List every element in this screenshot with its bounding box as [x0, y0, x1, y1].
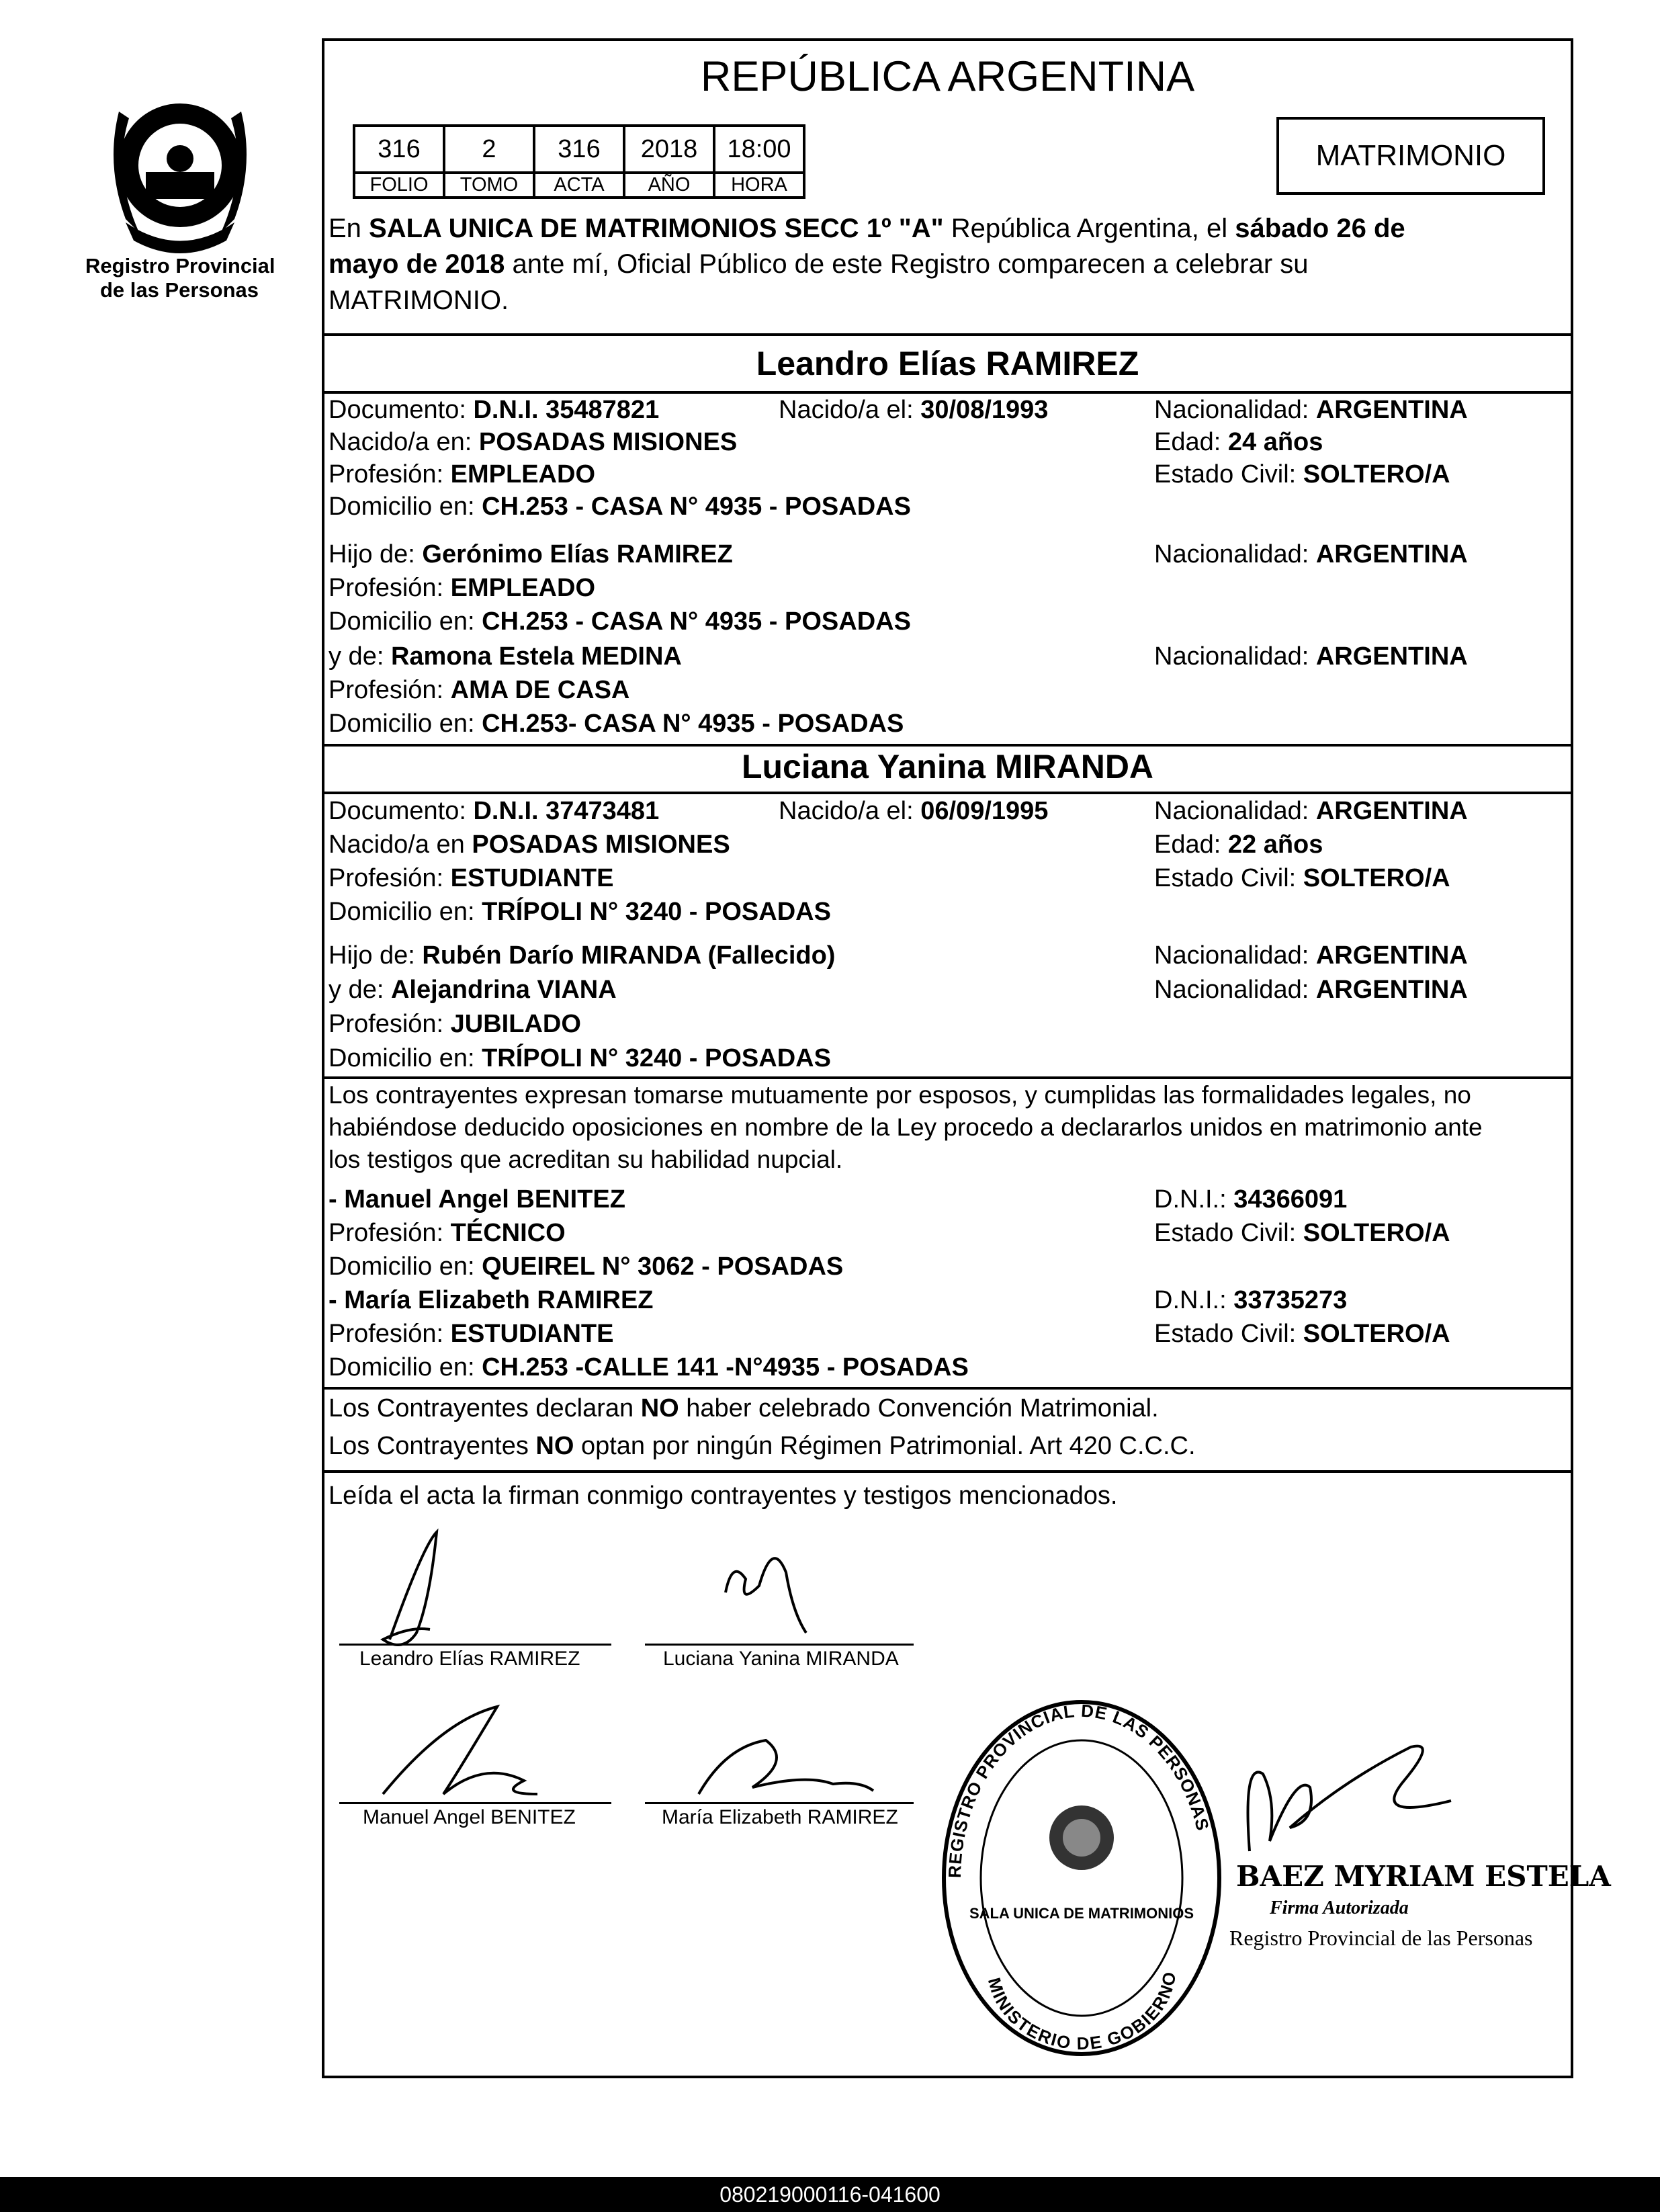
label: Estado Civil:	[1154, 460, 1303, 488]
province-logo	[99, 85, 261, 254]
office-name: SALA UNICA DE MATRIMONIOS SECC 1º "A"	[369, 214, 944, 243]
field	[1154, 863, 1450, 893]
acta-label: ACTA	[534, 173, 624, 198]
label: y de:	[329, 642, 391, 671]
value: D.N.I. 37473481	[473, 797, 660, 825]
value: SOLTERO/A	[1303, 460, 1450, 488]
value: EMPLEADO	[450, 574, 596, 602]
field	[329, 573, 595, 603]
label: Domicilio en:	[329, 1044, 482, 1072]
label: Estado Civil:	[1154, 1219, 1303, 1247]
folio-value: 316	[354, 126, 444, 173]
field	[329, 395, 659, 425]
label: Documento:	[329, 396, 474, 424]
label: Profesión:	[329, 1010, 451, 1038]
text: optan por ningún Régimen Patrimonial. Art 420 C.C.C.	[574, 1432, 1196, 1460]
svg-text:MINISTERIO DE GOBIERNO	[984, 1969, 1180, 2053]
tomo-label: TOMO	[444, 173, 534, 198]
page-title: REPÚBLICA ARGENTINA	[700, 53, 1195, 100]
label: Domicilio en:	[329, 1252, 482, 1281]
field	[1154, 1185, 1347, 1214]
field	[1154, 460, 1450, 489]
field	[329, 1353, 969, 1382]
label: Profesión:	[329, 1320, 451, 1348]
spouse1-name: Leandro Elías RAMIREZ	[756, 345, 1139, 382]
value: ARGENTINA	[1315, 941, 1468, 970]
label: Domicilio en:	[329, 1353, 482, 1381]
value: Alejandrina VIANA	[390, 976, 617, 1004]
field	[1154, 427, 1323, 457]
field	[1154, 1285, 1347, 1315]
signature-label: María Elizabeth RAMIREZ	[662, 1806, 898, 1828]
value: Rubén Darío MIRANDA (Fallecido)	[422, 941, 836, 970]
label: Nacido/a en:	[329, 428, 479, 456]
field	[329, 941, 835, 970]
label: Profesión:	[329, 460, 451, 488]
value: 34366091	[1233, 1185, 1348, 1214]
acta-value: 316	[534, 126, 624, 173]
field	[329, 427, 737, 457]
value: SOLTERO/A	[1303, 1320, 1450, 1348]
anio-label: AÑO	[624, 173, 714, 198]
value: POSADAS MISIONES	[472, 831, 730, 859]
signature-label: Luciana Yanina MIRANDA	[663, 1648, 899, 1670]
label: Domicilio en:	[329, 710, 482, 738]
signature-line	[645, 1644, 914, 1646]
intro-line: MATRIMONIO.	[329, 286, 509, 315]
stamp-inner-text: SALA UNICA DE MATRIMONIOS	[969, 1905, 1194, 1922]
value: CH.253 - CASA N° 4935 - POSADAS	[482, 493, 911, 521]
official-signature	[1236, 1720, 1505, 1855]
hora-value: 18:00	[714, 126, 804, 173]
label: Nacionalidad:	[1154, 941, 1316, 970]
field	[1154, 975, 1468, 1005]
field	[1154, 796, 1468, 826]
label: Domicilio en:	[329, 493, 482, 521]
declaration-line: los testigos que acreditan su habilidad nupcial.	[329, 1146, 843, 1173]
field	[329, 796, 659, 826]
label: Edad:	[1154, 831, 1228, 859]
regime-line	[329, 1394, 1159, 1423]
value: SOLTERO/A	[1303, 864, 1450, 892]
field	[329, 1044, 831, 1073]
field	[329, 675, 629, 705]
value: 22 años	[1227, 831, 1323, 859]
value: D.N.I. 35487821	[473, 396, 660, 424]
official-stamp	[941, 1693, 1223, 2063]
value: Gerónimo Elías RAMIREZ	[422, 540, 733, 568]
label: Nacido/a el:	[779, 797, 921, 825]
declaration-line: Los contrayentes expresan tomarse mutuamente por esposos, y cumplidas las formalidades legales, no	[329, 1081, 1471, 1109]
witness-name: - Manuel Angel BENITEZ	[329, 1185, 625, 1214]
text: En	[329, 214, 369, 243]
field	[329, 540, 733, 569]
value: ARGENTINA	[1315, 396, 1468, 424]
registry-label: de las Personas	[99, 278, 259, 302]
label: Nacionalidad:	[1154, 797, 1316, 825]
field	[329, 1252, 843, 1281]
signature-label: Leandro Elías RAMIREZ	[359, 1648, 580, 1670]
value: CH.253- CASA N° 4935 - POSADAS	[482, 710, 904, 738]
label: Nacionalidad:	[1154, 976, 1316, 1004]
label: Hijo de:	[329, 941, 423, 970]
value: QUEIREL N° 3062 - POSADAS	[482, 1252, 844, 1281]
divider	[322, 333, 1573, 336]
label: Documento:	[329, 797, 474, 825]
value: TÉCNICO	[450, 1219, 566, 1247]
divider	[322, 744, 1573, 747]
intro-line	[329, 214, 1405, 243]
stamp-outer-text: REGISTRO PROVINCIAL DE LAS PERSONAS	[944, 1700, 1213, 1879]
label: Profesión:	[329, 864, 451, 892]
field	[1154, 941, 1468, 970]
record-table	[353, 124, 805, 199]
regime-line	[329, 1431, 1196, 1461]
divider	[322, 1387, 1573, 1390]
value: 30/08/1993	[920, 396, 1049, 424]
value: TRÍPOLI N° 3240 - POSADAS	[482, 1044, 831, 1072]
closing-text: Leída el acta la firman conmigo contrayentes y testigos mencionados.	[329, 1482, 1118, 1510]
value: ARGENTINA	[1315, 797, 1468, 825]
hora-label: HORA	[714, 173, 804, 198]
stamp-bottom-text: MINISTERIO DE GOBIERNO	[984, 1969, 1180, 2054]
field	[329, 830, 730, 859]
date: sábado 26 de	[1235, 214, 1405, 243]
value: ESTUDIANTE	[450, 1320, 614, 1348]
value: AMA DE CASA	[450, 676, 630, 704]
field	[1154, 1319, 1450, 1349]
field	[329, 1009, 581, 1039]
field	[329, 709, 904, 738]
label: Estado Civil:	[1154, 1320, 1303, 1348]
signature-line	[645, 1802, 914, 1804]
value: JUBILADO	[450, 1010, 581, 1038]
field	[329, 863, 613, 893]
label: Estado Civil:	[1154, 864, 1303, 892]
text: NO	[535, 1432, 574, 1460]
registry-label: Registro Provincial	[85, 254, 275, 278]
field	[329, 975, 617, 1005]
signature-line	[339, 1644, 611, 1646]
official-org: Registro Provincial de las Personas	[1229, 1926, 1533, 1950]
anio-value: 2018	[624, 126, 714, 173]
value: Ramona Estela MEDINA	[390, 642, 682, 671]
official-name: BAEZ MYRIAM ESTELA	[1236, 1860, 1611, 1893]
divider	[322, 1076, 1573, 1079]
field	[779, 395, 1048, 425]
divider	[322, 1470, 1573, 1473]
footer-code: 080219000116-041600	[0, 2177, 1660, 2212]
field	[1154, 830, 1323, 859]
record-type-box: MATRIMONIO	[1276, 117, 1545, 195]
value: EMPLEADO	[450, 460, 596, 488]
label: Nacionalidad:	[1154, 540, 1316, 568]
value: ARGENTINA	[1315, 976, 1468, 1004]
declaration-line: habiéndose deducido oposiciones en nombre de la Ley procedo a declararlos unidos en matrimonio ante	[329, 1113, 1483, 1141]
field	[1154, 1218, 1450, 1248]
label: Edad:	[1154, 428, 1228, 456]
official-role: Firma Autorizada	[1270, 1898, 1409, 1918]
label: Nacionalidad:	[1154, 642, 1316, 671]
tomo-value: 2	[444, 126, 534, 173]
label: Profesión:	[329, 676, 451, 704]
signature-label: Manuel Angel BENITEZ	[363, 1806, 576, 1828]
label: Nacionalidad:	[1154, 396, 1316, 424]
value: 06/09/1995	[920, 797, 1049, 825]
value: 33735273	[1233, 1286, 1348, 1314]
value: SOLTERO/A	[1303, 1219, 1450, 1247]
folio-label: FOLIO	[354, 173, 444, 198]
divider	[322, 391, 1573, 394]
label: y de:	[329, 976, 391, 1004]
text: Los Contrayentes	[329, 1432, 536, 1460]
value: ARGENTINA	[1315, 642, 1468, 671]
date: mayo de 2018	[329, 249, 505, 279]
field	[1154, 540, 1468, 569]
label: Domicilio en:	[329, 607, 482, 636]
value: ARGENTINA	[1315, 540, 1468, 568]
text: NO	[640, 1394, 679, 1422]
text: ante mí, Oficial Público de este Registro comparecen a celebrar su	[505, 249, 1309, 279]
field	[329, 1218, 566, 1248]
value: 24 años	[1227, 428, 1323, 456]
field	[329, 492, 911, 521]
text: haber celebrado Convención Matrimonial.	[679, 1394, 1159, 1422]
value: POSADAS MISIONES	[478, 428, 738, 456]
spouse2-name: Luciana Yanina MIRANDA	[741, 748, 1154, 785]
intro-line	[329, 249, 1309, 279]
text: República Argentina, el	[943, 214, 1235, 243]
value: TRÍPOLI N° 3240 - POSADAS	[482, 898, 831, 926]
value: CH.253 -CALLE 141 -N°4935 - POSADAS	[482, 1353, 969, 1381]
label: D.N.I.:	[1154, 1185, 1234, 1214]
label: Nacido/a el:	[779, 396, 921, 424]
label: Profesión:	[329, 574, 451, 602]
label: Hijo de:	[329, 540, 423, 568]
field	[329, 897, 831, 927]
label: Domicilio en:	[329, 898, 482, 926]
divider	[322, 792, 1573, 794]
witness-name: - María Elizabeth RAMIREZ	[329, 1286, 654, 1314]
label: D.N.I.:	[1154, 1286, 1234, 1314]
field	[329, 1319, 613, 1349]
value: CH.253 - CASA N° 4935 - POSADAS	[482, 607, 911, 636]
label: Nacido/a en	[329, 831, 472, 859]
field	[329, 607, 911, 636]
text: Los Contrayentes declaran	[329, 1394, 641, 1422]
field	[1154, 642, 1468, 671]
label: Profesión:	[329, 1219, 451, 1247]
field	[779, 796, 1048, 826]
field	[329, 460, 595, 489]
signature-line	[339, 1802, 611, 1804]
field	[1154, 395, 1468, 425]
value: ESTUDIANTE	[450, 864, 614, 892]
field	[329, 642, 682, 671]
